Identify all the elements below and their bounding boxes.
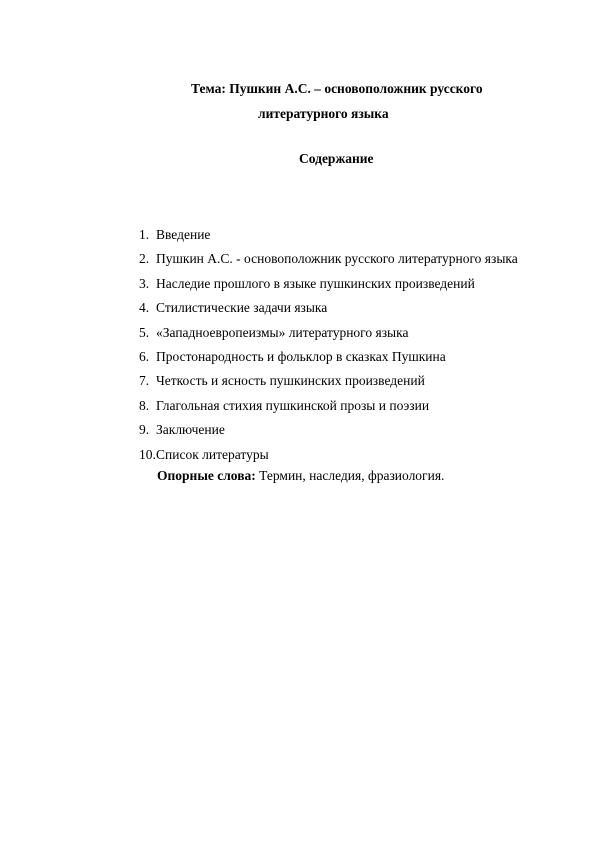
toc-item-1 [139, 227, 518, 251]
toc-item-text: Введение [156, 227, 211, 242]
toc-item-text: Простонародность и фольклор в сказках Пушкина [156, 348, 446, 364]
toc-item-text: Заключение [156, 422, 225, 438]
toc-item-2 [139, 251, 518, 275]
toc-item-number: 1. [139, 227, 150, 242]
toc-item-number: 8. [139, 397, 150, 413]
toc-item-6 [139, 349, 518, 373]
toc-item-number: 5. [139, 324, 150, 340]
toc-item-9 [139, 422, 518, 446]
toc-item-text: Список литературы [156, 446, 269, 462]
toc-item-5 [139, 325, 518, 349]
toc-item-text: Стилистические задачи языка [156, 300, 328, 316]
toc-item-number: 3. [139, 275, 150, 291]
toc-item-text: «Западноевропеизмы» литературного языка [156, 324, 409, 340]
keywords-line [157, 468, 444, 484]
toc-item-7 [139, 373, 518, 397]
toc-item-8 [139, 398, 518, 422]
toc-item-number: 6. [139, 348, 150, 364]
toc-item-4 [139, 300, 518, 324]
keywords-text: Термин, наследия, фразиология. [255, 468, 445, 483]
toc-item-number: 4. [139, 300, 150, 316]
toc-heading: Содержание [299, 151, 374, 166]
keywords-label: Опорные слова: [157, 468, 256, 483]
toc-item-text: Четкость и ясность пушкинских произведений [156, 373, 425, 389]
toc-item-text: Глагольная стихия пушкинской прозы и поэзии [156, 397, 430, 413]
toc-item-text: Наследие прошлого в языке пушкинских произведений [156, 275, 475, 291]
toc-item-number: 2. [139, 251, 150, 267]
toc-item-3 [139, 276, 518, 300]
toc-item-number: 10. [139, 446, 156, 462]
table-of-contents [139, 227, 518, 471]
toc-item-number: 7. [139, 373, 150, 389]
page-title-line-2: литературного языка [258, 106, 389, 121]
toc-item-number: 9. [139, 422, 150, 438]
toc-item-text: Пушкин А.С. - основоположник русского литературного языка [156, 251, 518, 267]
page-title-line-1: Тема: Пушкин А.С. – основоположник русского [191, 81, 483, 96]
